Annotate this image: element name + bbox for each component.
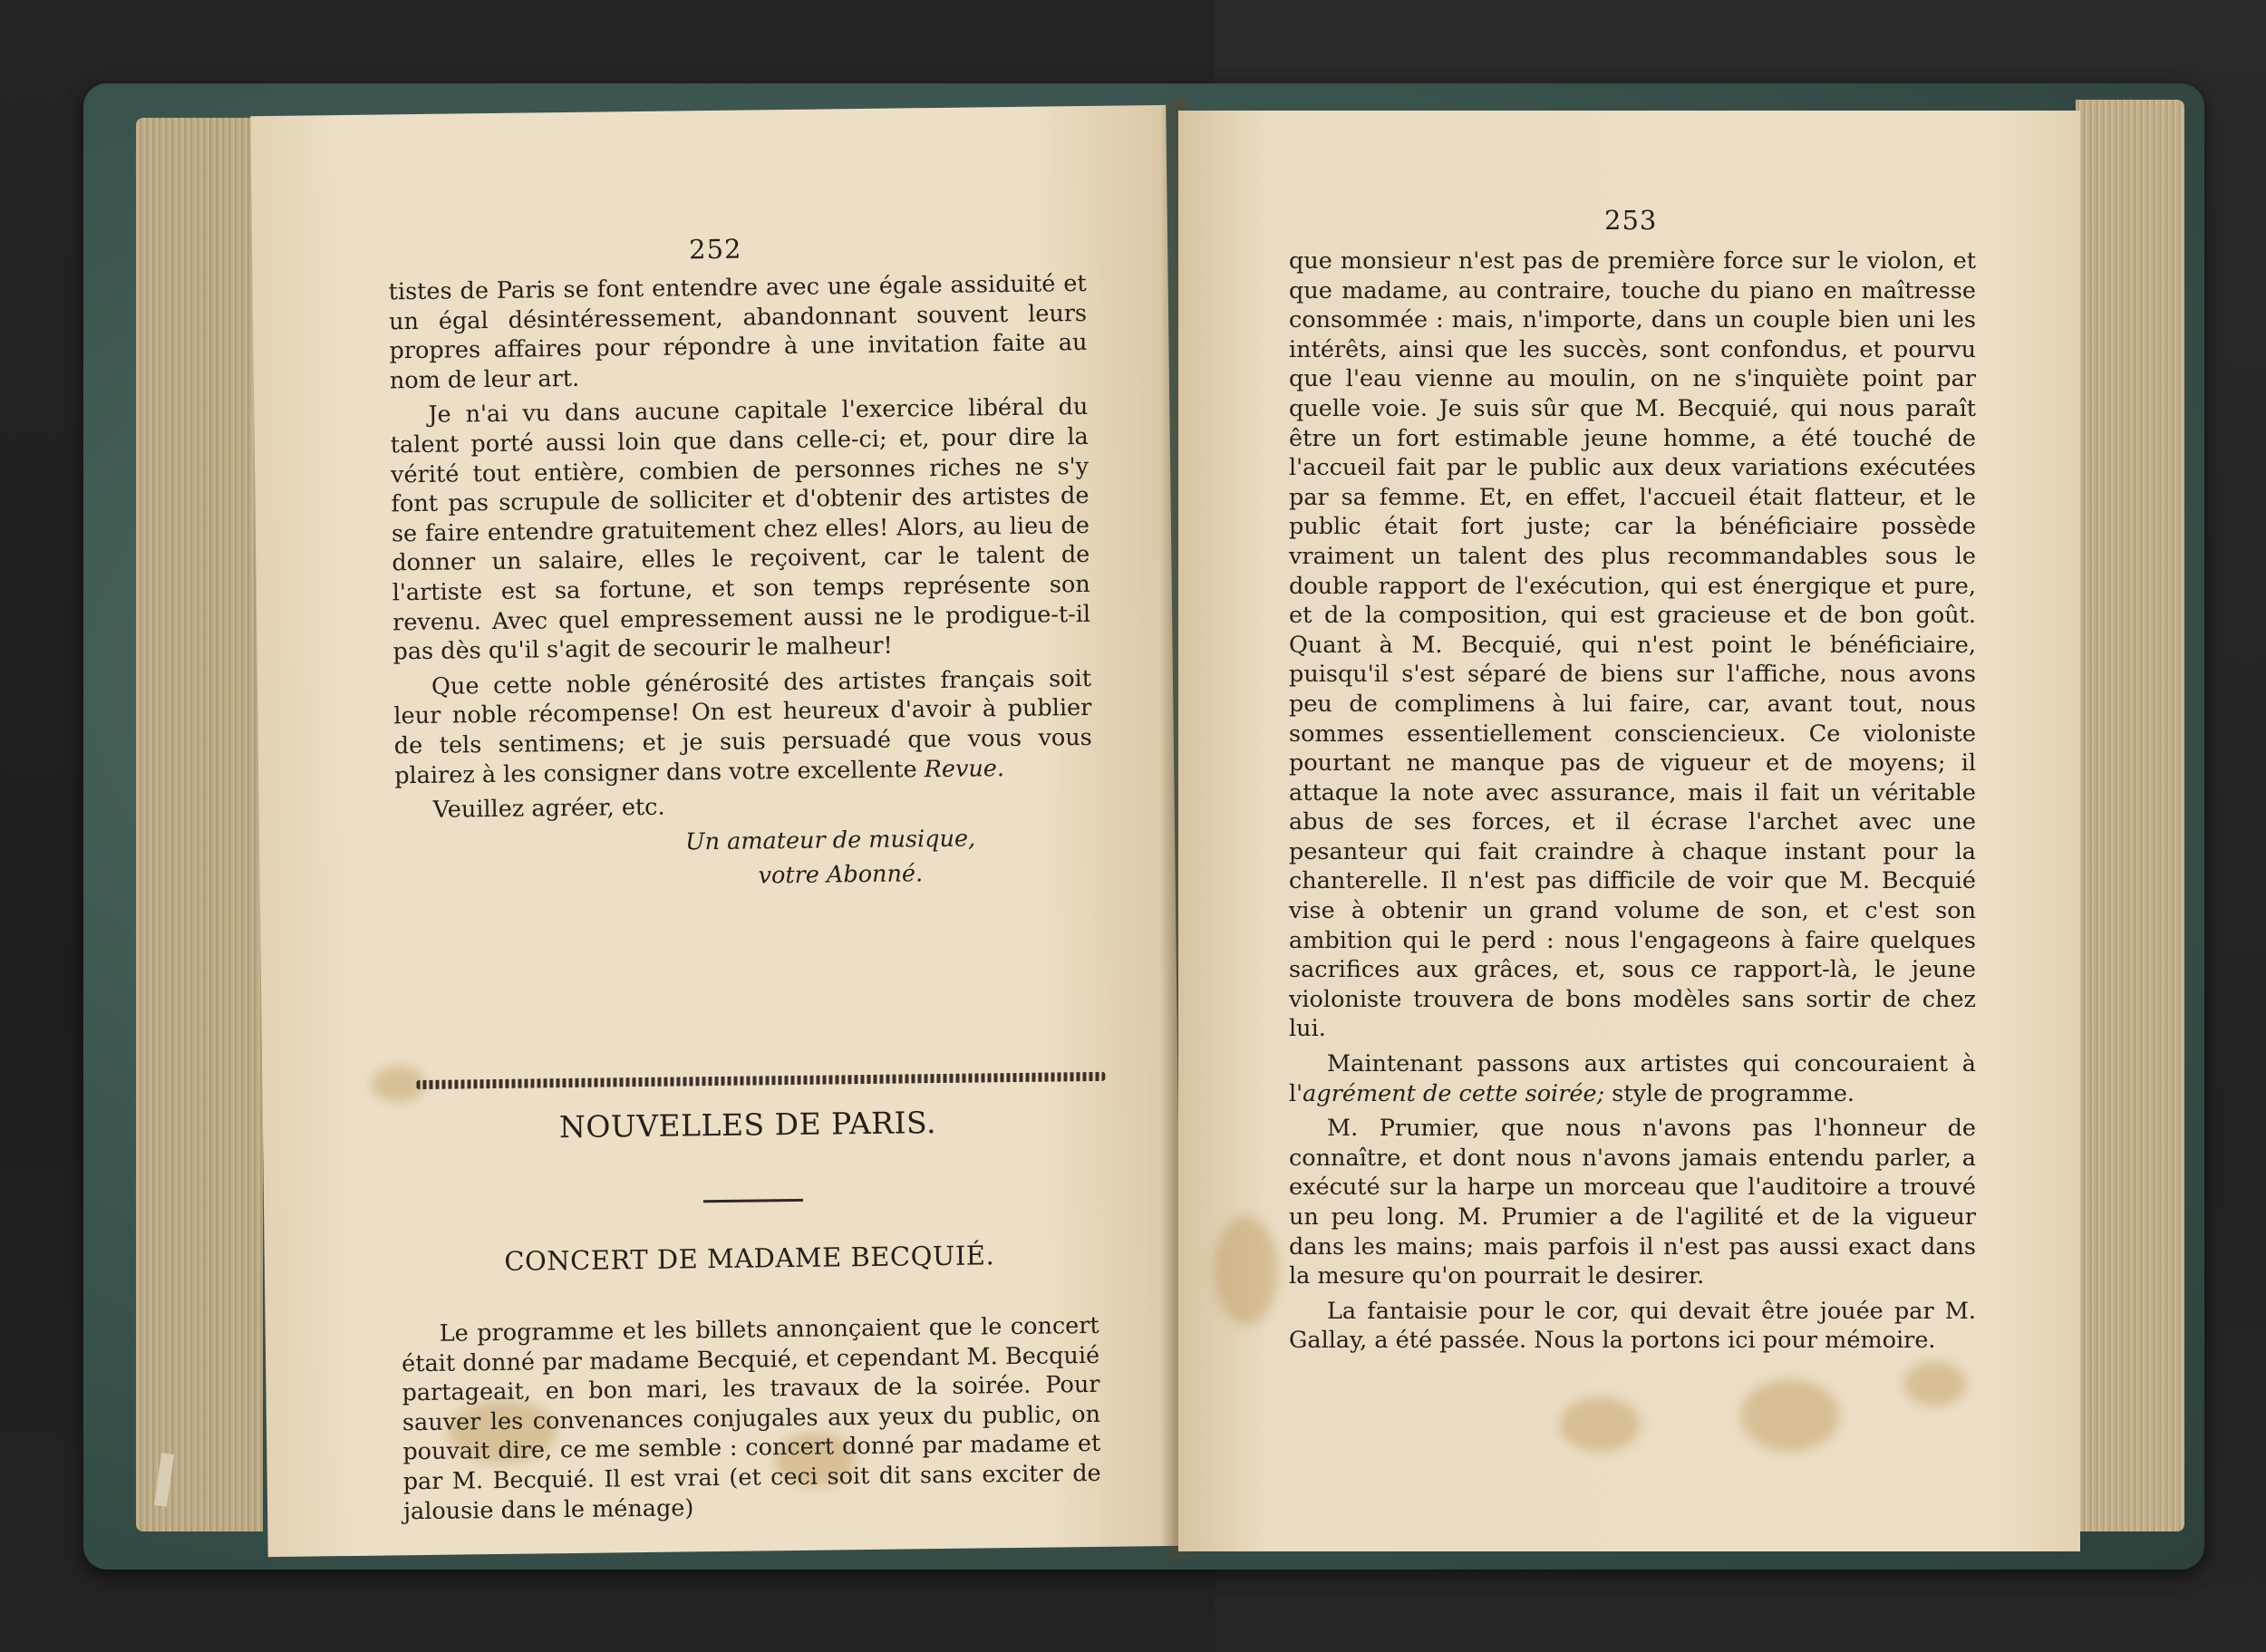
section-heading: NOUVELLES DE PARIS. xyxy=(558,1105,937,1145)
paragraph: Le programme et les billets annonçaient que le concert était donné par madame Becquié, et cependant M. Becquié partageait, en bon mari, les travaux de la soirée. Pour sauver les convenances conjugales aux yeux du public, on pouvait dire, ce me semble : concert donné par madame et par M. Becquié. Il est vrai (et ceci soit dit sans exciter de jalousie dans le ménage) xyxy=(401,1311,1101,1525)
signature-line-1: Un amateur de musique, xyxy=(684,825,976,856)
paragraph xyxy=(393,664,1093,791)
paragraph-text: Maintenant passons aux artistes qui concouraient à xyxy=(1327,1050,1976,1078)
foxing-stain xyxy=(1903,1361,1967,1406)
foxing-stain xyxy=(1740,1379,1840,1452)
paragraph: Je n'ai vu dans aucune capitale l'exercice libéral du talent porté aussi loin que dans celle-ci; et, pour dire la vérité tout entière, combien de personnes riches ne s'y font pas scrupule de solliciter et d'obtenir des artistes de se faire entendre gratuitement chez elles! Alors, au lieu de donner un salaire, elles le reçoivent, car le talent de l'artiste est sa fortune, et son temps représente son revenu. Avec quel empressement aussi ne le prodigue-t-il pas dès qu'il s'agit de secourir le malheur! xyxy=(390,393,1091,666)
paragraph xyxy=(1289,1049,1976,1108)
page-edges-right xyxy=(2076,100,2184,1531)
revue-word: Revue. xyxy=(924,754,1005,783)
paragraph: M. Prumier, que nous n'avons pas l'honneur de connaître, et dont nous n'avons jamais entendu parler, a exécuté sur la harpe un morceau que l'auditoire a trouvé un peu long. M. Prumier a de l'agilité et de la vigueur dans les mains; mais parfois il n'est pas aussi exact dans la mesure qu'on pourrait le desirer. xyxy=(1289,1115,1976,1290)
italic-text: agrément de cette soirée; xyxy=(1302,1079,1605,1107)
article-body xyxy=(402,1311,1102,1532)
paragraph-text: Que cette noble générosité des artistes français soit leur noble récompense! On est heureux d'avoir à publier de tels sentimens; et je suis persuadé que vous vous plairez à les consigner dans votre excellente xyxy=(393,664,1092,789)
short-rule xyxy=(703,1199,803,1203)
right-page-body xyxy=(1289,246,1976,1361)
wavy-divider xyxy=(416,1072,1105,1089)
paragraph: La fantaisie pour le cor, qui devait être jouée par M. Gallay, a été passée. Nous la portons ici pour mémoire. xyxy=(1289,1297,1976,1355)
foxing-stain xyxy=(1215,1216,1278,1325)
paragraph-text: l' xyxy=(1289,1079,1303,1107)
page-number-right: 253 xyxy=(1604,205,1658,236)
paragraph: Veuillez agréer, etc. xyxy=(432,793,665,824)
paragraph-text: style de programme. xyxy=(1604,1079,1855,1107)
right-page xyxy=(1178,111,2080,1551)
left-page xyxy=(250,105,1183,1557)
paragraph: que monsieur n'est pas de première force sur le violon, et que madame, au contraire, touche du piano en maîtresse consommée : mais, n'importe, dans un couple bien uni les intérêts, ainsi que les succès, sont confondus, et pourvu que l'eau vienne au moulin, on ne s'inquiète point par quelle voie. Je suis sûr que M. Becquié, qui nous paraît être un fort estimable jeune homme, a été touché de l'accueil fait par le public aux deux variations exécutées par sa femme. Et, en effet, l'accueil était flatteur, et le public était fort juste; car la bénéficiaire possède vraiment un talent des plus recommandables sous le double rapport de l'exécution, qui est énergique et pure, et de la composition, qui est gracieuse et de bon goût. Quant à M. Becquié, qui n'est point le bénéficiaire, puisqu'il s'est séparé de biens sur l'affiche, nous avons peu de complimens à lui faire, car, avant tout, nous sommes essentiellement consciencieux. Ce violoniste pourtant ne manque pas de vigueur et de moyens; il attaque la note avec assurance, mais il fait un véritable abus de ses forces, et il écrase l'archet avec une pesanteur qui fait craindre à chaque instant pour la chanterelle. Il n'est pas difficile de voir que M. Becquié vise à obtenir un grand volume de son, et c'est son ambition qui le perd : nous l'engageons à faire quelques sacrifices aux grâces, et, sous ce rapport-là, le jeune violoniste trouvera de bons modèles sans sortir de chez lui. xyxy=(1289,247,1976,1043)
foxing-stain xyxy=(1559,1397,1641,1452)
left-page-body xyxy=(389,269,1094,901)
page-number-left: 252 xyxy=(688,233,742,266)
paragraph: tistes de Paris se font entendre avec une égale assiduité et un égal désintéressement, abandonnant souvent leurs propres affaires pour répondre à une invitation faite au nom de leur art. xyxy=(388,269,1088,395)
page-edges-left xyxy=(136,118,263,1531)
article-heading: CONCERT DE MADAME BECQUIÉ. xyxy=(504,1240,995,1277)
signature-line-2: votre Abonné. xyxy=(758,860,924,890)
